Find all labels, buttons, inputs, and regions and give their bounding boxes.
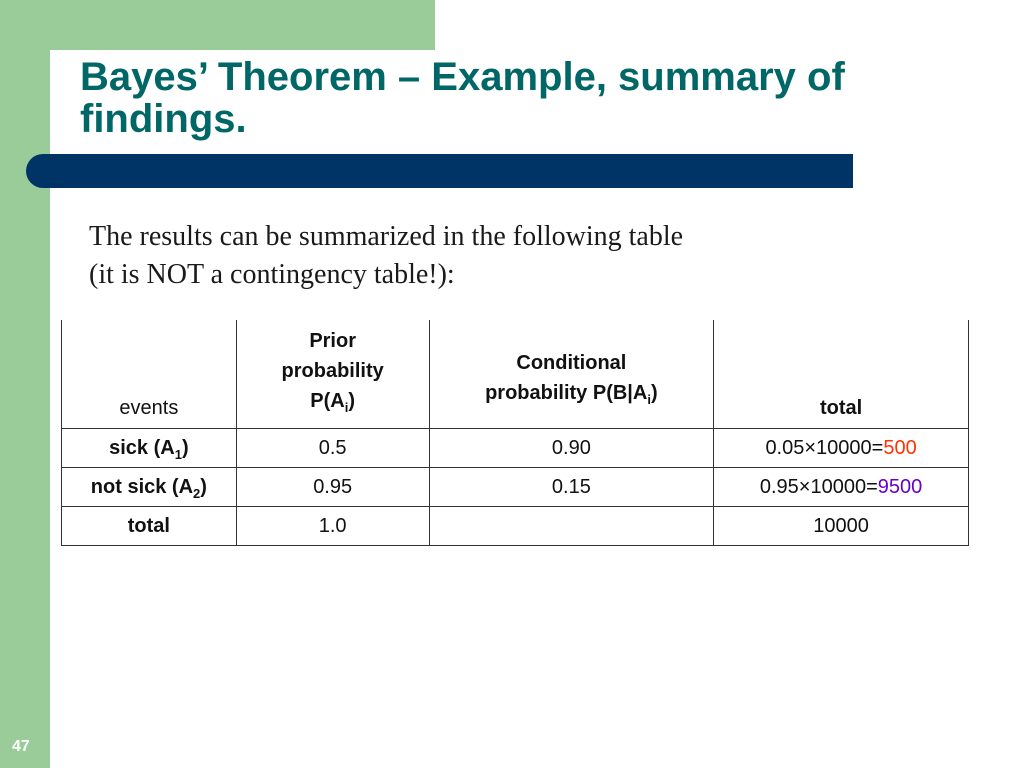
header-conditional xyxy=(429,320,714,429)
header-prior-line1: Prior xyxy=(309,330,356,352)
summary-table xyxy=(61,320,969,546)
intro-line-2: (it is NOT a contingency table!): xyxy=(89,259,455,290)
header-cond-line2: probability $P(B|A_i)$ xyxy=(485,382,658,407)
header-events: events xyxy=(62,320,237,429)
table-row xyxy=(62,468,969,507)
slide-title: Bayes’ Theorem – Example, summary of findings. xyxy=(80,55,845,141)
header-prior-line2: probability xyxy=(281,360,384,382)
header-row xyxy=(62,320,969,429)
row-label-sick: sick $(A_1)$ xyxy=(62,429,237,468)
intro-line-1: The results can be summarized in the following table xyxy=(89,221,684,252)
header-total: total xyxy=(714,320,969,429)
cell-prior: 1.0 xyxy=(236,507,429,546)
intro-text xyxy=(89,218,889,294)
slide-number: 47 xyxy=(12,738,30,755)
value-500: 500 xyxy=(883,437,917,459)
row-label-total: total xyxy=(62,507,237,546)
table-row xyxy=(62,429,969,468)
cell-conditional: 0.15 xyxy=(429,468,714,507)
cell-prior: 0.95 xyxy=(236,468,429,507)
header-cond-line1: Conditional xyxy=(516,352,627,374)
top-panel xyxy=(0,0,435,50)
cell-total: 0.95×10000=9500 xyxy=(714,468,969,507)
row-label-not-sick: not sick $(A_2)$ xyxy=(62,468,237,507)
cell-prior: 0.5 xyxy=(236,429,429,468)
cell-total: 10000 xyxy=(714,507,969,546)
title-underline-bar xyxy=(26,154,853,188)
cell-total: 0.05×10000=500 xyxy=(714,429,969,468)
value-9500: 9500 xyxy=(877,476,923,498)
side-panel xyxy=(0,0,50,768)
header-prior xyxy=(236,320,429,429)
cell-conditional: 0.90 xyxy=(429,429,714,468)
header-prior-line3: $P(A_i)$ xyxy=(310,390,356,415)
table-row xyxy=(62,507,969,546)
cell-conditional xyxy=(429,507,714,546)
